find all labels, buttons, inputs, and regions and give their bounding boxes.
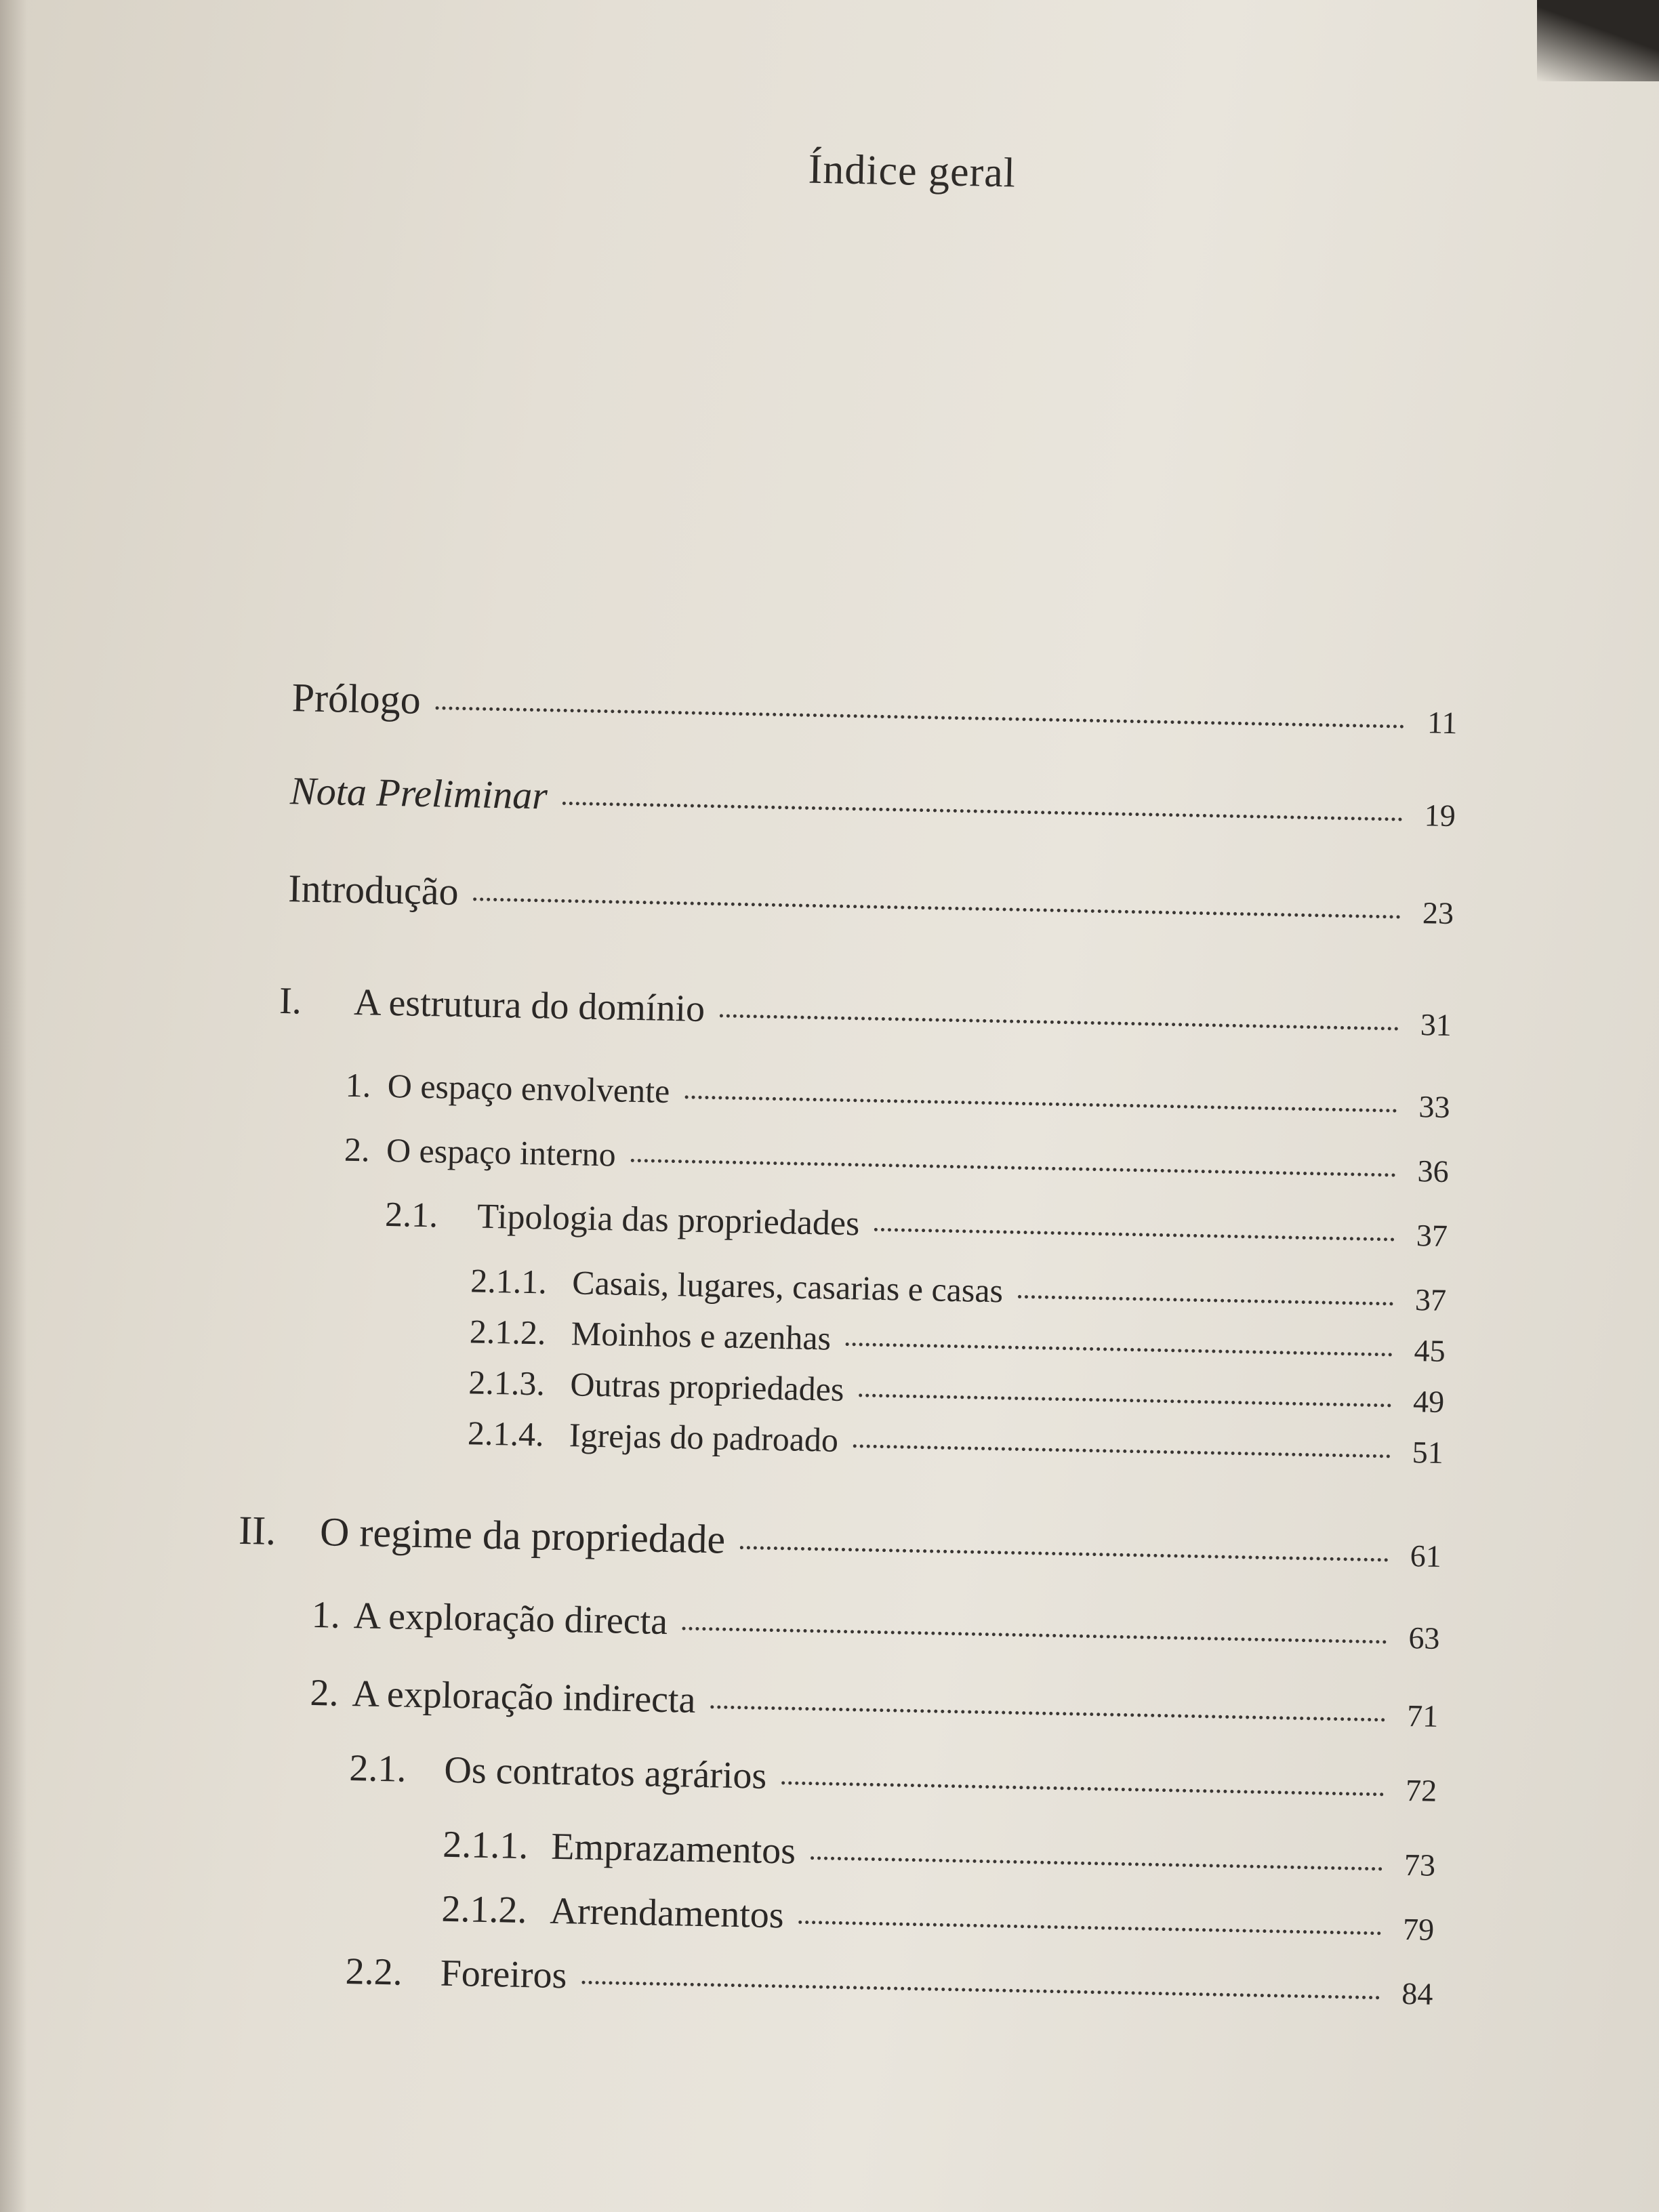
toc-entry-number: 1. — [345, 1065, 371, 1105]
toc-entry-page: 23 — [1422, 895, 1454, 931]
toc-entry-1-2 — [344, 1130, 1449, 1190]
toc-entry-number: 2. — [310, 1671, 340, 1715]
toc-entry-label: A exploração directa — [353, 1595, 668, 1643]
toc-entry-page: 79 — [1402, 1911, 1435, 1947]
dot-leader — [846, 1343, 1393, 1356]
toc-entry-chapter-1 — [279, 979, 1452, 1045]
dot-leader — [853, 1444, 1391, 1458]
toc-entry-number: 2.1.2. — [469, 1312, 546, 1352]
toc-entry-label: A exploração indirecta — [352, 1673, 696, 1721]
toc-entry-page: 63 — [1408, 1620, 1440, 1656]
toc-entry-2-2-1 — [349, 1746, 1437, 1811]
toc-entry-1-2-1 — [385, 1195, 1448, 1255]
dot-leader — [859, 1393, 1391, 1407]
dot-leader — [684, 1095, 1397, 1112]
toc-entry-number: 2.1.2. — [441, 1887, 528, 1932]
dot-leader — [811, 1856, 1382, 1870]
toc-entry-label: Arrendamentos — [549, 1889, 785, 1937]
toc-entry-page: 84 — [1401, 1975, 1433, 2011]
dot-leader — [710, 1705, 1385, 1721]
toc-entry-page: 11 — [1427, 705, 1458, 741]
toc-entry-label: Nota Preliminar — [289, 769, 548, 818]
toc-entry-2-2-1-1 — [443, 1823, 1436, 1885]
toc-entry-page: 71 — [1406, 1698, 1439, 1734]
toc-entry-number: 2. — [344, 1130, 371, 1169]
toc-entry-page: 37 — [1416, 1218, 1448, 1254]
toc-entry-1-2-1-3 — [468, 1362, 1445, 1420]
toc-entry-label: Moinhos e azenhas — [571, 1314, 832, 1357]
toc-entry-chapter-2 — [239, 1507, 1442, 1577]
toc-entry-number: 2.1.4. — [467, 1414, 545, 1454]
toc-entry-page: 31 — [1420, 1007, 1452, 1043]
toc-entry-label: Emprazamentos — [550, 1825, 796, 1872]
toc-entry-page: 51 — [1412, 1435, 1444, 1470]
toc-entry-number: 2.1.1. — [442, 1823, 529, 1868]
toc-entry-number: II. — [238, 1507, 276, 1553]
toc-entry-prologo — [291, 674, 1458, 743]
dot-leader — [682, 1626, 1387, 1643]
toc-entry-page: 36 — [1417, 1153, 1450, 1189]
page-title: Índice geral — [808, 146, 1017, 197]
dot-leader — [436, 706, 1405, 728]
toc-entry-page: 33 — [1418, 1089, 1451, 1125]
dot-leader — [740, 1546, 1389, 1561]
toc-entry-number: 1. — [311, 1593, 341, 1637]
dot-leader — [581, 1981, 1380, 2000]
toc-entry-label: Casais, lugares, casarias e casas — [571, 1263, 1004, 1310]
dot-leader — [631, 1159, 1396, 1177]
toc-entry-number: 2.1.1. — [470, 1261, 548, 1301]
toc-entry-number: 2.1. — [384, 1195, 438, 1235]
toc-entry-page: 37 — [1414, 1282, 1447, 1317]
toc-entry-number: 2.1. — [348, 1747, 407, 1790]
toc-entry-number: 2.1.3. — [468, 1363, 546, 1403]
toc-entry-label: Tipologia das propriedades — [476, 1197, 860, 1244]
toc-entry-2-2 — [310, 1671, 1439, 1736]
toc-entry-number: 2.2. — [345, 1950, 403, 1994]
dot-leader — [1018, 1295, 1393, 1306]
dot-leader — [781, 1781, 1384, 1796]
dot-leader — [562, 802, 1403, 821]
toc-entry-2-2-2 — [345, 1950, 1433, 2014]
toc-entry-nota-preliminar — [290, 768, 1456, 836]
toc-entry-page: 45 — [1414, 1333, 1446, 1368]
toc-entry-number: I. — [279, 979, 302, 1023]
toc-entry-label: O regime da propriedade — [319, 1509, 726, 1562]
toc-entry-label: A estrutura do domínio — [353, 981, 705, 1030]
dot-leader — [720, 1014, 1399, 1030]
toc-entry-1-2-1-4 — [467, 1413, 1443, 1471]
dot-leader — [798, 1921, 1381, 1936]
toc-entry-2-2-1-2 — [441, 1887, 1435, 1950]
toc-entry-label: Igrejas do padroado — [569, 1416, 839, 1459]
toc-entry-label: O espaço interno — [386, 1130, 617, 1174]
toc-entry-label: Prólogo — [291, 675, 422, 722]
toc-entry-label: Outras propriedades — [569, 1365, 844, 1408]
dot-leader — [473, 897, 1401, 918]
toc-entry-page: 73 — [1404, 1847, 1436, 1883]
dot-leader — [874, 1228, 1395, 1242]
toc-entry-1-2-1-1 — [470, 1261, 1447, 1319]
toc-entry-page: 61 — [1410, 1538, 1442, 1574]
toc-entry-label: Introdução — [287, 866, 459, 914]
toc-entry-1-1 — [345, 1065, 1450, 1126]
toc-entry-page: 72 — [1405, 1772, 1437, 1808]
toc-entry-2-1 — [311, 1593, 1440, 1658]
toc-entry-label: Os contratos agrários — [443, 1748, 767, 1797]
toc-entry-page: 49 — [1412, 1384, 1445, 1419]
toc-entry-1-2-1-2 — [469, 1311, 1446, 1370]
toc-entry-introducao — [288, 865, 1454, 933]
toc-entry-page: 19 — [1424, 798, 1456, 834]
toc-entry-label: Foreiros — [440, 1952, 567, 1997]
toc-entry-label: O espaço envolvente — [387, 1066, 670, 1110]
